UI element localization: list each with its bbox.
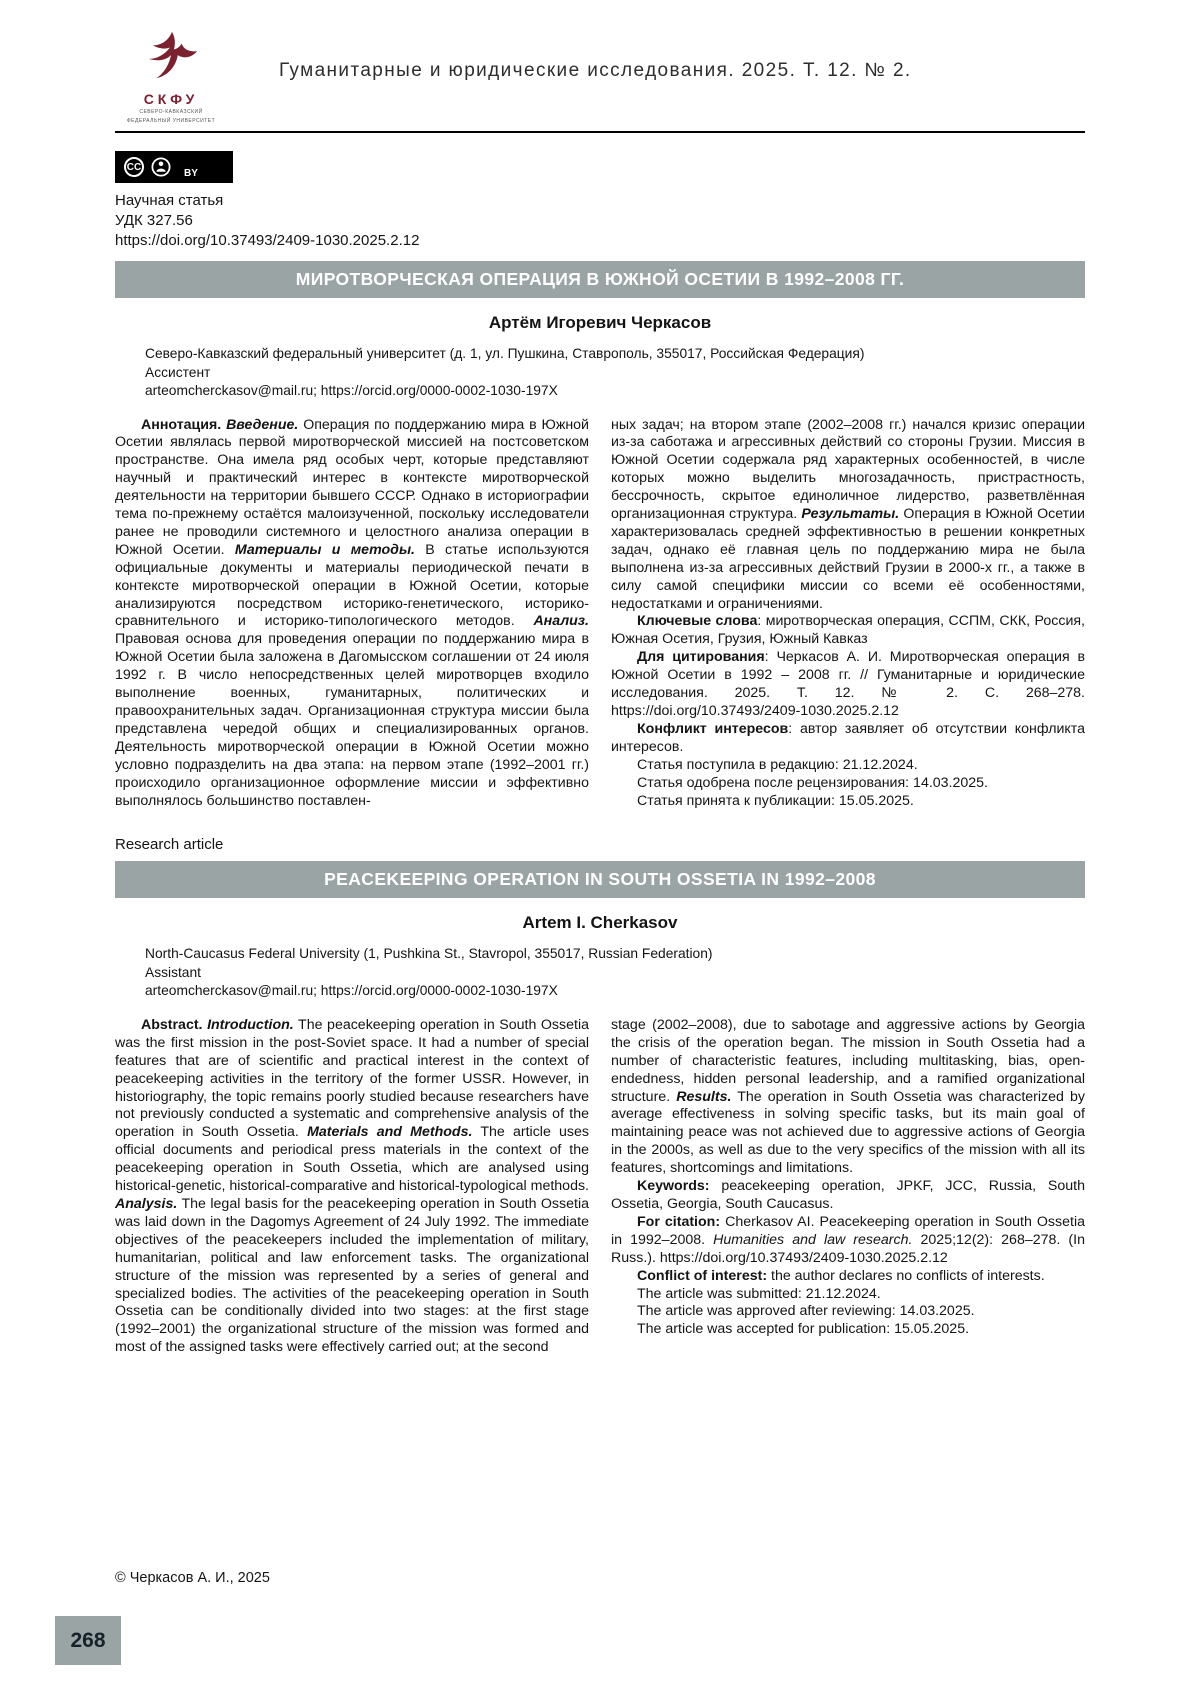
ru-abstract-paragraph	[115, 417, 589, 811]
header-divider	[115, 131, 1085, 133]
affiliation-en: North-Caucasus Federal University (1, Pushkina St., Stavropol, 355017, Russian Federation)	[145, 946, 713, 962]
ru-abstract	[115, 417, 1085, 811]
position-ru: Ассистент	[145, 364, 211, 380]
page-number: 268	[55, 1616, 121, 1665]
ru-accepted-date: Статья принята к публикации: 15.05.2025.	[637, 792, 914, 809]
copyright-line: © Черкасов А. И., 2025	[115, 1570, 270, 1586]
ru-analysis-text: Правовая основа для проведения операции по поддержанию мира в Южной Осетии была заложена в Дагомысском соглашении от 24 июля 1992 г. В число непосредственных целей миротворцев входило выполнение военных, гуманитарных, политических и правоохранительных задач. Организационная структура миссии была представлена чередой общих и специализированных органов. Деятельность миротворческой операции в Южной Осетии можно условно подразделить на два этапа: на первом этапе (1992–2001 гг.) происходило организационное оформление миссии и эффективно выполнялось большинство поставлен-	[115, 631, 589, 809]
ru-keywords	[611, 613, 1085, 649]
author-name-en: Artem I. Cherkasov	[522, 913, 678, 933]
ru-approved-date: Статья одобрена после рецензирования: 14.03.2025.	[637, 774, 989, 791]
affiliation-ru: Северо-Кавказский федеральный университет (д. 1, ул. Пушкина, Ставрополь, 355017, Российская Федерация)	[145, 346, 865, 361]
by-label: BY	[184, 168, 198, 179]
affiliation-block-ru	[145, 345, 1085, 401]
logo-acronym: СКФУ	[143, 91, 199, 107]
author-name-ru: Артём Игоревич Черкасов	[488, 313, 712, 332]
en-title-banner: PEACEKEEPING OPERATION IN SOUTH OSSETIA IN 1992–2008	[115, 861, 1085, 898]
en-analysis-label: Analysis.	[115, 1196, 178, 1212]
page-header	[115, 30, 1085, 125]
en-keywords-label: Keywords:	[637, 1178, 710, 1195]
en-abstract-label: Abstract.	[141, 1016, 203, 1033]
affiliation-block-en	[145, 945, 1085, 1001]
en-results-label: Results.	[676, 1088, 732, 1105]
logo-caption-line1: СЕВЕРО-КАВКАЗСКИЙ	[139, 109, 203, 115]
ru-intro-text: Операция по поддержанию мира в Южной Осетии являлась первой миротворческой миссией на постсоветском пространстве. Она имела ряд особых черт, которые представляют научный и практический интерес в контексте миротворческой деятельности на территории бывшего СССР. Однако в историографии тема по-прежнему остаётся малоизученной, поскольку исследователи ранее не проводили системного и целостного анализа операции в Южной Осетии.	[115, 416, 589, 558]
en-abstract-paragraph	[115, 1017, 589, 1357]
ru-results-label: Результаты.	[801, 506, 900, 523]
logo-caption-line2: ФЕДЕРАЛЬНЫЙ УНИВЕРСИТЕТ	[126, 118, 216, 124]
en-abstract-left-column	[115, 1017, 589, 1357]
ru-intro-label: Введение.	[226, 416, 299, 433]
ru-citation-text: : Черкасов А. И. Миротворческая операция в Южной Осетии в 1992 – 2008 гг. // Гуманитарные и юридические исследования. 2025. Т. 12. № 2. С. 268–278. https://doi.org/10.37493/2409-1030.2025.2.12	[611, 649, 1085, 719]
en-abstract-right-column	[611, 1017, 1085, 1357]
udc-number: УДК 327.56	[115, 212, 193, 229]
cc-by-license-badge	[115, 151, 233, 183]
ru-abstract-part2-text: ных задач; на втором этапе (2002–2008 гг.) начался кризис операции из-за саботажа и агрессивных действий со стороны Грузии. Миссия в Южной Осетии содержала ряд характерных особенностей, в числе которых можно выделить многозадачность, пристрастность, бессрочность, скрытое единоличное лидерство, разветвлённая организационная структура.	[611, 416, 1085, 523]
ru-abstract-right-column	[611, 417, 1085, 811]
university-logo	[115, 30, 227, 125]
doi-link[interactable]: https://doi.org/10.37493/2409-1030.2025.2.12	[115, 232, 420, 249]
article-type-en: Research article	[115, 836, 224, 854]
ru-citation	[611, 649, 1085, 721]
ru-analysis-label: Анализ.	[533, 613, 589, 630]
ru-title-banner: МИРОТВОРЧЕСКАЯ ОПЕРАЦИЯ В ЮЖНОЙ ОСЕТИИ В 1992–2008 ГГ.	[115, 261, 1085, 298]
ru-methods-text: В статье используются официальные документы и материалы периодической печати в контексте миротворческой операции в Южной Осетии, которые анализируются посредством историко-генетического, историко-сравнительного и историко-типологического методов.	[115, 541, 589, 630]
en-accepted-date: The article was accepted for publication: 15.05.2025.	[637, 1321, 970, 1338]
en-results-text: The operation in South Ossetia was characterized by average effectiveness in solving specific tasks, but its main goal of maintaining peace was not achieved due to aggressive actions of Georgia in the 2000s, as well as due to the very specifics of the mission with all its features, shortcomings and limitations.	[611, 1088, 1085, 1177]
en-citation	[611, 1214, 1085, 1268]
en-citation-pre: Cherkasov AI. Peacekeeping operation in South Ossetia in 1992–2008.	[611, 1213, 1085, 1248]
author-contacts-link-en[interactable]: arteomcherckasov@mail.ru; https://orcid.org/0000-0002-1030-197X	[145, 983, 558, 999]
ru-conflict-text: : автор заявляет об отсутствии конфликта интересов.	[611, 720, 1085, 755]
en-intro-text: The peacekeeping operation in South Ossetia was the first mission in the post-Soviet space. It had a number of special features that are of scientific and practical interest in the context of peacekeeping activities in the territory of the former USSR. However, in historiography, the topic remains poorly studied because researchers have not previously conducted a systematic and comprehensive analysis of the operation in South Ossetia.	[115, 1016, 589, 1141]
ru-results-text: Операция в Южной Осетии характеризовалась средней эффективностью в решении конкретных задач, однако её главная цель по поддержанию мира не была выполнена из-за агрессивных действий Грузии в 2000-х гг., а также в силу самой специфики миссии со всеми её особенностями, недостатками и ограничениями.	[611, 506, 1085, 612]
en-analysis-text: The legal basis for the peacekeeping operation in South Ossetia was laid down in the Dagomys Agreement of 24 July 1992. The immediate objectives of the peacekeepers included the implementation of military, humanitarian, political and law enforcement tasks. The organizational structure of the mission was represented by a series of general and specialized bodies. The activities of the peacekeeping operation in South Ossetia can be conditionally divided into two stages: at the first stage (1992–2001) the organizational structure of the mission was formed and most of the assigned tasks were effectively carried out; at the second	[115, 1196, 589, 1356]
en-citation-label: For citation:	[637, 1213, 721, 1230]
en-conflict-text: the author declares no conflicts of interests.	[767, 1267, 1045, 1284]
ru-submitted-date: Статья поступила в редакцию: 21.12.2024.	[637, 756, 918, 773]
ru-methods-label: Материалы и методы.	[234, 541, 415, 558]
ncfu-bird-logo-icon	[142, 71, 200, 88]
en-approved-date: The article was approved after reviewing: 14.03.2025.	[637, 1303, 975, 1320]
cc-icon: CC	[124, 157, 144, 177]
ru-citation-label: Для цитирования	[637, 649, 765, 666]
en-conflict	[611, 1268, 1085, 1286]
author-contacts-link-ru[interactable]: arteomcherckasov@mail.ru; https://orcid.org/0000-0002-1030-197X	[145, 383, 558, 398]
ru-abstract-continuation	[611, 417, 1085, 614]
en-keywords-text: peacekeeping operation, JPKF, JCC, Russia, South Ossetia, Georgia, South Caucasus.	[611, 1178, 1085, 1212]
ru-abstract-left-column	[115, 417, 589, 811]
ru-keywords-label: Ключевые слова	[637, 613, 758, 630]
en-methods-text: The article uses official documents and periodical press materials in the context of the peacekeeping operation in South Ossetia, which are analysed using historical-genetic, historical-comparative and historical-typological methods.	[115, 1124, 589, 1195]
en-abstract-continuation	[611, 1017, 1085, 1178]
en-intro-label: Introduction.	[207, 1016, 294, 1033]
ru-keywords-text: : миротворческая операция, ССПМ, СКК, Россия, Южная Осетия, Грузия, Южный Кавказ	[611, 613, 1085, 648]
position-en: Assistant	[145, 964, 201, 980]
en-citation-journal: Humanities and law research.	[713, 1231, 913, 1248]
en-submitted-date: The article was submitted: 21.12.2024.	[637, 1285, 881, 1302]
en-citation-post: 2025;12(2): 268–278. (In Russ.). https://doi.org/10.37493/2409-1030.2025.2.12	[611, 1231, 1085, 1266]
article-type-ru: Научная статья	[115, 192, 224, 209]
en-keywords	[611, 1178, 1085, 1214]
journal-header-title: Гуманитарные и юридические исследования. 2025. Т. 12. № 2.	[279, 60, 912, 81]
ru-conflict-label: Конфликт интересов	[637, 720, 789, 737]
en-methods-label: Materials and Methods.	[307, 1124, 473, 1141]
ru-conflict	[611, 721, 1085, 757]
article-meta-ru	[115, 191, 1085, 251]
en-conflict-label: Conflict of interest:	[637, 1267, 768, 1284]
person-icon	[151, 157, 171, 177]
en-abstract	[115, 1017, 1085, 1357]
en-abstract-part2-text: stage (2002–2008), due to sabotage and aggressive actions by Georgia the crisis of the operation began. The mission in South Ossetia had a number of characteristic features, including multitasking, bias, open-endedness, hidden personal leadership, and a ramified organizational structure.	[611, 1016, 1085, 1105]
ru-abstract-label: Аннотация.	[141, 416, 222, 433]
